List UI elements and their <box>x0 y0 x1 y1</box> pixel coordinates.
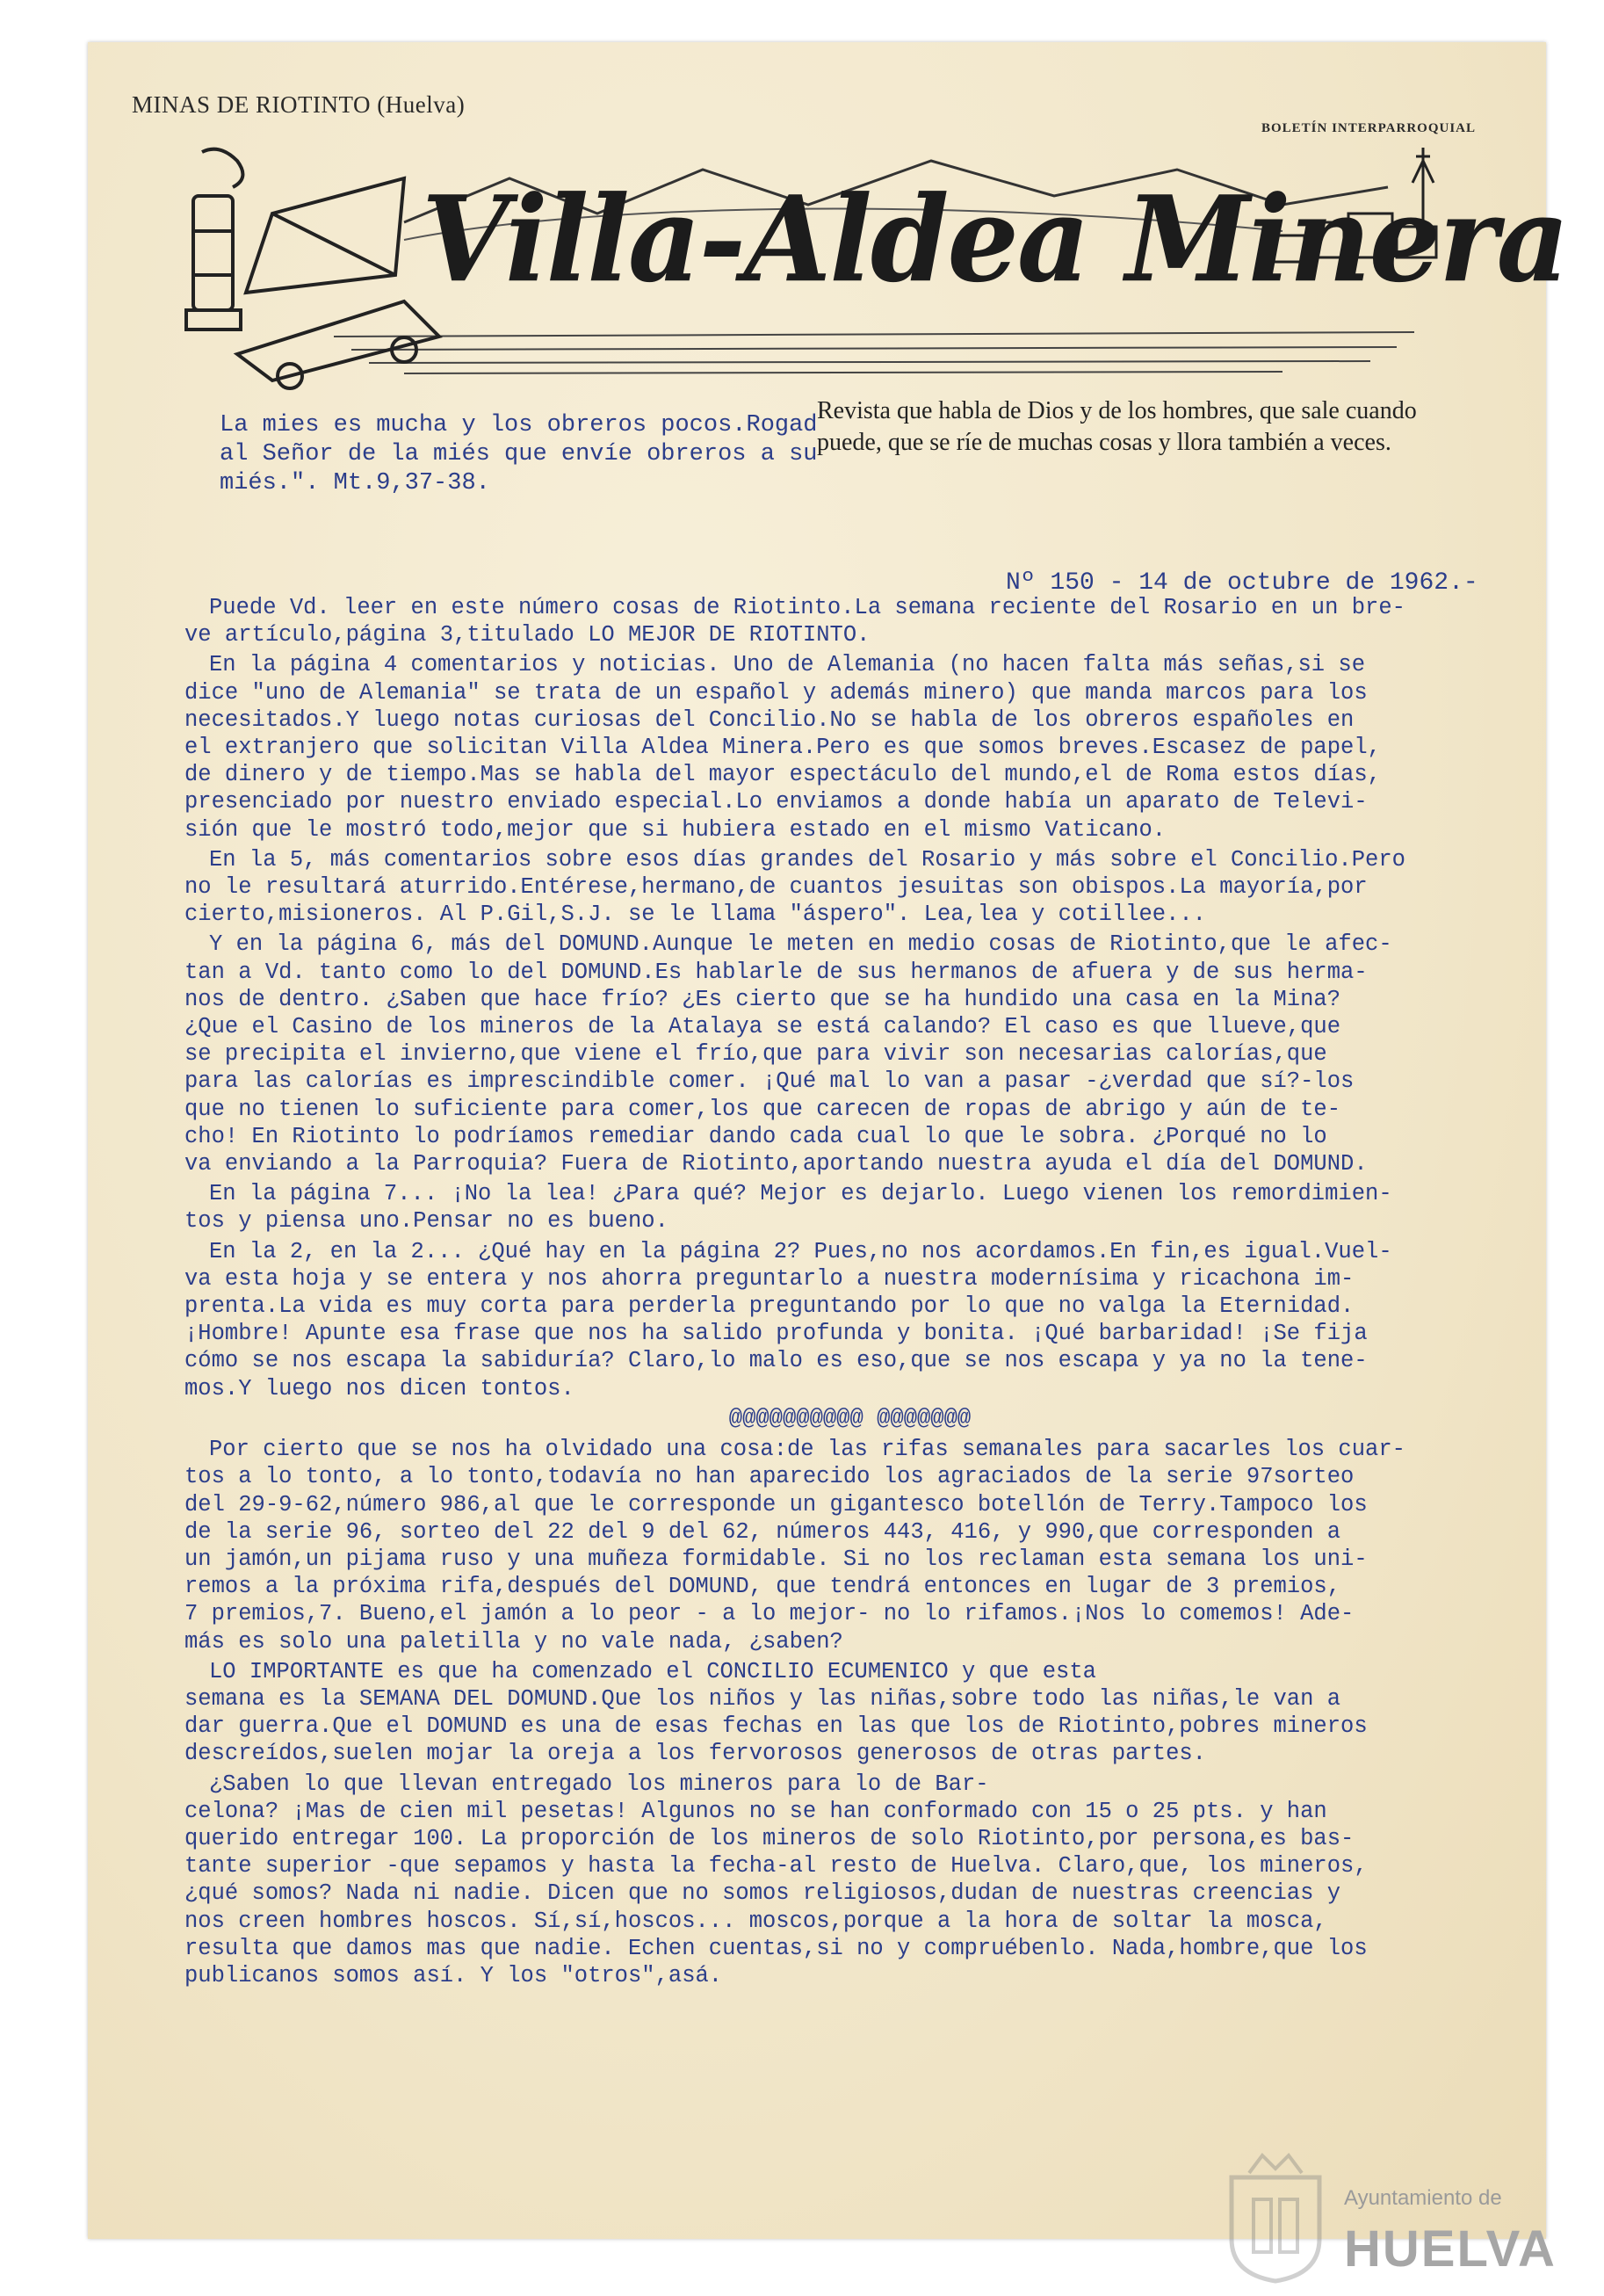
text-line: que no tienen lo suficiente para comer,los que carecen de ropas de abrigo y aún de te- <box>184 1096 1341 1122</box>
city-coat-of-arms-icon <box>1223 2151 1328 2283</box>
text-line: va enviando a la Parroquia? Fuera de Riotinto,aportando nuestra ayuda el día del DOMUND. <box>184 1151 1368 1177</box>
text-line: ¡Hombre! Apunte esa frase que nos ha salido profunda y bonita. ¡Qué barbaridad! ¡Se fija <box>184 1321 1368 1347</box>
separator-line: @@@@@@@@@@ @@@@@@@ <box>728 1405 972 1431</box>
text-line: nos creen hombres hoscos. Sí,sí,hoscos... moscos,porque a la hora de soltar la mosca, <box>184 1908 1327 1934</box>
text-line: de dinero y de tiempo.Mas se habla del mayor espectáculo del mundo,el de Roma estos días, <box>184 762 1381 788</box>
article-paragraph <box>184 1180 1515 1235</box>
text-line: celona? ¡Mas de cien mil pesetas! Algunos no se han conformado con 15 o 25 pts. y han <box>184 1798 1327 1824</box>
text-line: ¿Que el Casino de los mineros de la Atalaya se está calando? El caso es que llueve,que <box>184 1014 1341 1040</box>
text-line: necesitados.Y luego notas curiosas del Concilio.No se habla de los obreros españoles en <box>184 706 1355 733</box>
text-line: En la 5, más comentarios sobre esos días grandes del Rosario y más sobre el Concilio.Pero <box>209 846 1405 873</box>
text-line: sión que le mostró todo,mejor que si hubiera estado en el mismo Vaticano. <box>184 816 1167 843</box>
text-line: cho! En Riotinto lo podríamos remediar dando cada cual lo que le sobra. ¿Porqué no lo <box>184 1123 1327 1149</box>
text-line: resulta que damos mas que nadie. Echen cuentas,si no y compruébenlo. Nada,hombre,que los <box>184 1935 1368 1961</box>
watermark-text-top: Ayuntamiento de <box>1344 2186 1502 2210</box>
text-line: dar guerra.Que el DOMUND es una de esas fechas en las que los de Riotinto,pobres mineros <box>184 1713 1368 1740</box>
text-line: dice "uno de Alemania" se trata de un español y además minero) que manda marcos para los <box>184 679 1368 706</box>
text-line: para las calorías es imprescindible comer. ¡Qué mal lo van a pasar -¿verdad que sí?-los <box>184 1068 1355 1095</box>
text-line: tos a lo tonto, a lo tonto,todavía no han aparecido los agraciados de la serie 97sorteo <box>184 1464 1355 1490</box>
article-paragraph <box>184 931 1515 1177</box>
text-line: ¿Saben lo que llevan entregado los mineros para lo de Bar- <box>209 1771 989 1797</box>
subtitle-line: puede, que se ríe de muchas cosas y llora también a veces. <box>817 429 1391 456</box>
article-paragraph <box>184 1436 1515 1655</box>
watermark-text-bottom: HUELVA <box>1344 2220 1557 2278</box>
text-line: prenta.La vida es muy corta para perderla preguntando por lo que no valga la Eternidad. <box>184 1293 1355 1320</box>
article-paragraph <box>184 594 1515 648</box>
text-line: Y en la página 6, más del DOMUND.Aunque le meten en medio cosas de Riotinto,que le afec- <box>209 931 1392 958</box>
issue-number-date: Nº 150 - 14 de octubre de 1962.- <box>1006 569 1478 597</box>
text-line: del 29-9-62,número 986,al que le corresponde un gigantesco botellón de Terry.Tampoco los <box>184 1491 1368 1517</box>
article-paragraph <box>184 651 1515 843</box>
epigraph-line: La mies es mucha y los obreros pocos.Rogad <box>220 412 818 438</box>
text-line: En la página 7... ¡No la lea! ¿Para qué? Mejor es dejarlo. Luego vienen los remordimien- <box>209 1181 1392 1207</box>
text-line: tos y piensa uno.Pensar no es bueno. <box>184 1208 668 1235</box>
text-line: remos a la próxima rifa,después del DOMUND, que tendrá entonces en lugar de 3 premios, <box>184 1574 1341 1600</box>
text-line: no le resultará aturrido.Entérese,hermano,de cuantos jesuitas son obispos.La mayoría,por <box>184 874 1368 901</box>
text-line: nos de dentro. ¿Saben que hace frío? ¿Es cierto que se ha hundido una casa en la Mina? <box>184 986 1341 1012</box>
text-line: más es solo una paletilla y no vale nada, ¿saben? <box>184 1628 843 1655</box>
article-paragraph <box>184 846 1515 929</box>
article-paragraphs-2 <box>184 1436 1515 1989</box>
text-line: cómo se nos escapa la sabiduría? Claro,lo malo es eso,que se nos escapa y ya no la tene- <box>184 1348 1368 1374</box>
article-body <box>184 594 1515 1992</box>
epigraph-line: al Señor de la miés que envíe obreros a su <box>220 441 818 467</box>
text-line: se precipita el invierno,que viene el frío,que para vivir son necesarias calorías,que <box>184 1041 1327 1068</box>
text-line: mos.Y luego nos dicen tontos. <box>184 1375 574 1402</box>
text-line: va esta hoja y se entera y nos ahorra preguntarlo a nuestra modernísima y ricachona im- <box>184 1265 1355 1292</box>
text-line: ¿qué somos? Nada ni nadie. Dicen que no somos religiosos,dudan de nuestras creencias y <box>184 1880 1341 1907</box>
text-line: LO IMPORTANTE es que ha comenzado el CONCILIO ECUMENICO y que esta <box>209 1658 1096 1684</box>
subtitle-line: Revista que habla de Dios y de los hombres, que sale cuando <box>817 397 1417 424</box>
text-line: un jamón,un pijama ruso y una muñeza formidable. Si no los reclaman esta semana los uni- <box>184 1546 1368 1572</box>
article-paragraph <box>184 1238 1515 1402</box>
text-line: querido entregar 100. La proporción de los mineros de solo Riotinto,por persona,es bas- <box>184 1825 1355 1851</box>
text-line: tan a Vd. tanto como lo del DOMUND.Es hablarle de sus hermanos de afuera y de sus herma- <box>184 959 1368 985</box>
text-line: descreídos,suelen mojar la oreja a los fervorosos generosos de otras partes. <box>184 1741 1206 1767</box>
text-line: tante superior -que sepamos y hasta la fecha-al resto de Huelva. Claro,que, los mineros, <box>184 1853 1368 1880</box>
text-line: de la serie 96, sorteo del 22 del 9 del 62, números 443, 416, y 990,que corresponden a <box>184 1518 1341 1545</box>
text-line: En la página 4 comentarios y noticias. Uno de Alemania (no hacen falta más señas,si se <box>209 652 1366 678</box>
epigraph-line: miés.". Mt.9,37-38. <box>220 470 490 496</box>
location-header: MINAS DE RIOTINTO (Huelva) <box>132 91 466 118</box>
bulletin-type-label: BOLETÍN INTERPARROQUIAL <box>1261 121 1476 135</box>
text-line: cierto,misioneros. Al P.Gil,S.J. se le llama "áspero". Lea,lea y cotillee... <box>184 902 1206 928</box>
article-paragraphs <box>184 594 1515 1402</box>
text-line: Puede Vd. leer en este número cosas de Riotinto.La semana reciente del Rosario en un bre- <box>209 595 1405 620</box>
article-paragraph <box>184 1771 1515 1990</box>
text-line: ve artículo,página 3,titulado LO MEJOR DE RIOTINTO. <box>184 622 871 648</box>
text-line: publicanos somos así. Y los "otros",asá. <box>184 1962 723 1988</box>
text-line: En la 2, en la 2... ¿Qué hay en la página 2? Pues,no nos acordamos.En fin,es igual.Vuel- <box>209 1238 1392 1264</box>
text-line: presenciado por nuestro enviado especial.Lo enviamos a donde había un aparato de Televi- <box>184 789 1368 815</box>
epigraph-quote <box>220 411 940 498</box>
text-line: el extranjero que solicitan Villa Aldea Minera.Pero es que somos breves.Escasez de papel, <box>184 735 1381 761</box>
text-line: semana es la SEMANA DEL DOMUND.Que los niños y las niñas,sobre todo las niñas,le van a <box>184 1685 1341 1712</box>
newsletter-title: Villa-Aldea Minera <box>422 170 1568 309</box>
text-line: Por cierto que se nos ha olvidado una cosa:de las rifas semanales para sacarles los cuar- <box>209 1437 1405 1463</box>
article-paragraph <box>184 1658 1515 1768</box>
text-line: 7 premios,7. Bueno,el jamón a lo peor - a lo mejor- no lo rifamos.¡Nos lo comemos! Ade- <box>184 1601 1355 1627</box>
newsletter-page <box>88 42 1568 2278</box>
